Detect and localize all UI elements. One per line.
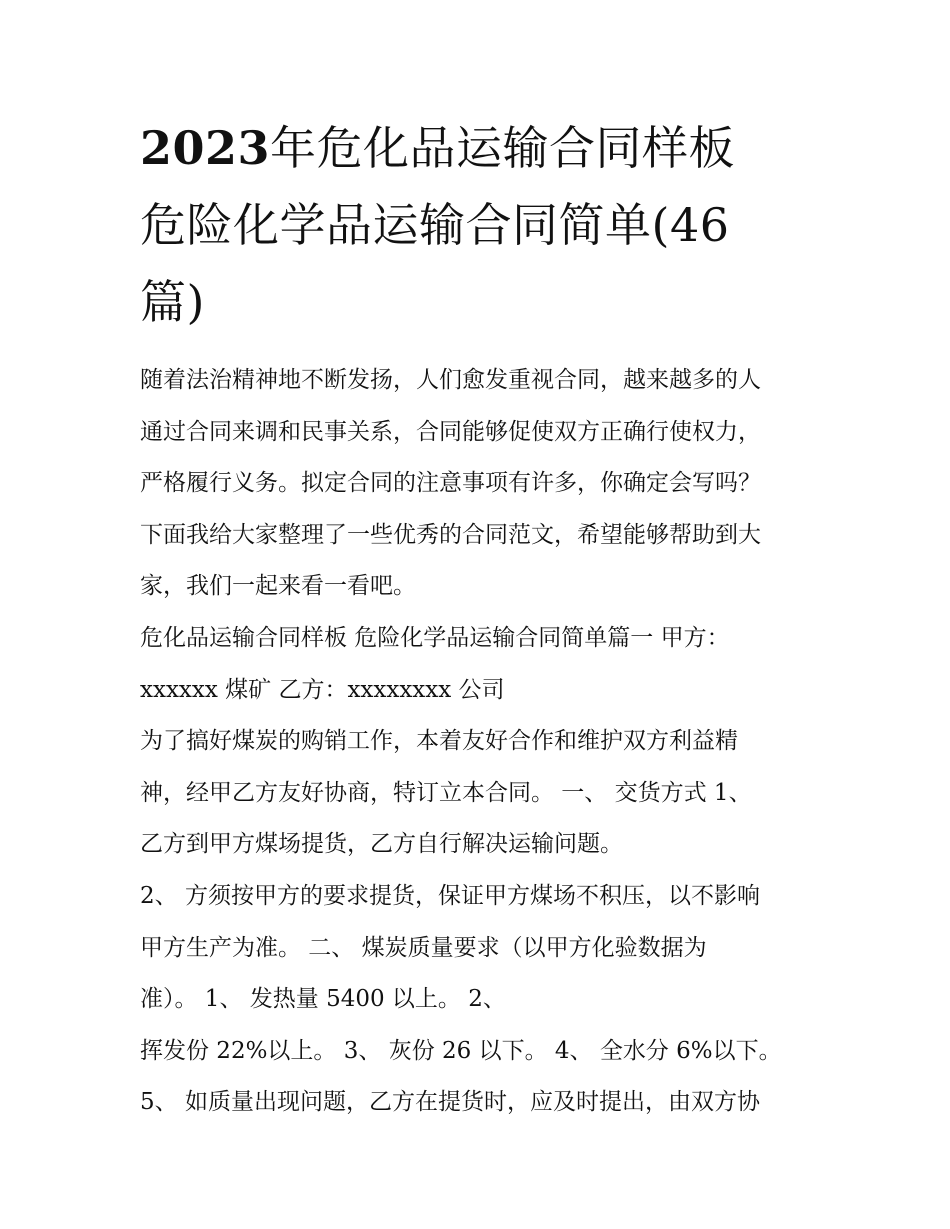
body-line: 挥发份 22%以上。 3、 灰份 26 以下。 4、 全水分 6%以下。 — [140, 1037, 782, 1064]
body-line: 5、 如质量出现问题，乙方在提货时，应及时提出，由双方协 — [140, 1089, 760, 1116]
body-line: 下面我给大家整理了一些优秀的合同范文，希望能够帮助到大 — [140, 521, 761, 548]
body-line: 准）。 1、 发热量 5400 以上。 2、 — [140, 986, 506, 1013]
title-line-2: 危险化学品运输合同简单(46 — [140, 198, 730, 252]
body-line: 神，经甲乙方友好协商，特订立本合同。 一、 交货方式 1、 — [140, 779, 752, 806]
body-line: 家，我们一起来看一看吧。 — [140, 573, 416, 600]
title-line-3: 篇) — [140, 275, 205, 329]
document-title — [140, 110, 820, 341]
body-line: 危化品运输合同样板 危险化学品运输合同简单篇一 甲方： — [140, 624, 730, 651]
body-line: 随着法治精神地不断发扬，人们愈发重视合同，越来越多的人 — [140, 367, 761, 393]
body-line: 乙方到甲方煤场提货，乙方自行解决运输问题。 — [140, 831, 623, 858]
body-line: 为了搞好煤炭的购销工作，本着友好合作和维护双方利益精 — [140, 728, 738, 755]
title-line-1-text: 年危化品运输合同样板 — [270, 121, 736, 175]
body-line: 严格履行义务。拟定合同的注意事项有许多，你确定会写吗？ — [140, 470, 761, 497]
document-body — [140, 355, 820, 1129]
body-line: 2、 方须按甲方的要求提货，保证甲方煤场不积压，以不影响 — [140, 882, 760, 909]
title-line-1 — [140, 110, 820, 187]
title-year: 2023 — [140, 121, 271, 175]
body-line: 甲方生产为准。 二、 煤炭质量要求（以甲方化验数据为 — [140, 934, 707, 961]
body-line: xxxxxx 煤矿 乙方：xxxxxxxx 公司 — [140, 676, 505, 703]
body-line: 通过合同来调和民事关系，合同能够促使双方正确行使权力， — [140, 418, 761, 445]
